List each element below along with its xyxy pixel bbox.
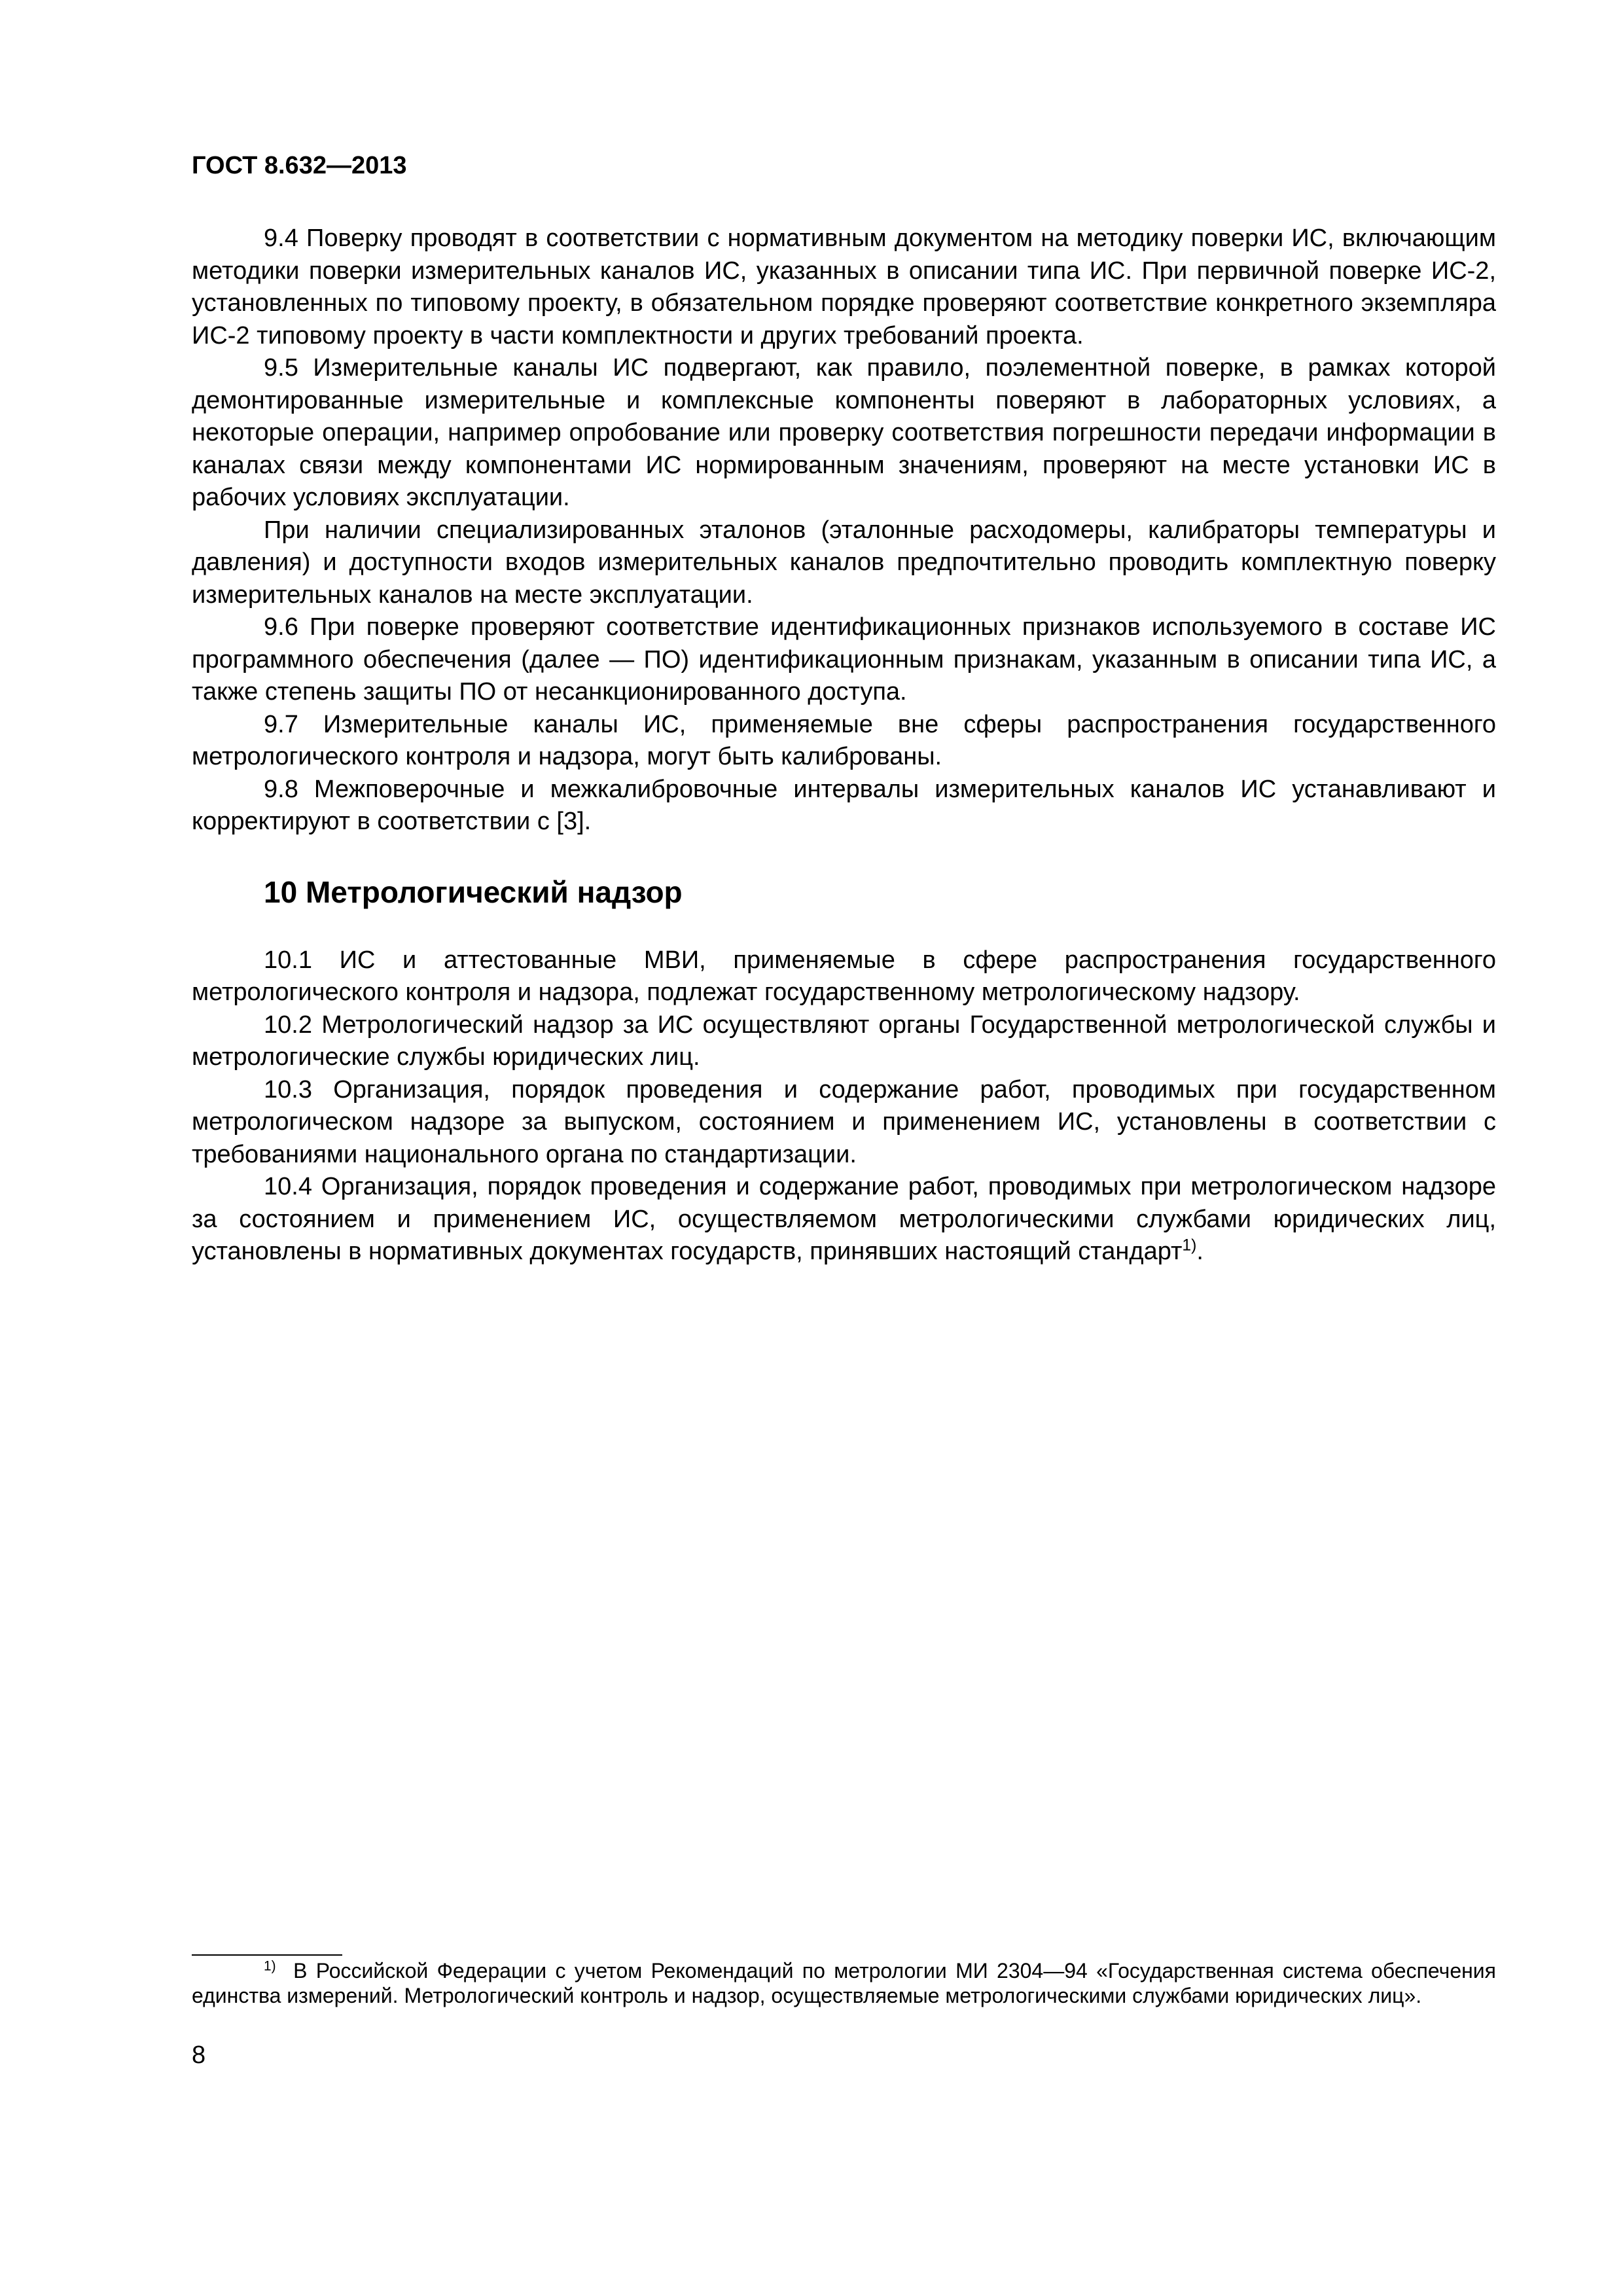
footnote-paragraph [192, 1958, 1496, 2008]
page-number: 8 [192, 2041, 206, 2069]
document-code-header: ГОСТ 8.632—2013 [192, 152, 407, 179]
paragraph-9-8: 9.8 Межповерочные и межкалибровочные интервалы измерительных каналов ИС устанавливают и корректируют в соответствии с [3]. [192, 775, 1496, 835]
footnote-separator [192, 1954, 342, 1956]
paragraph-10-2: 10.2 Метрологический надзор за ИС осуществляют органы Государственной метрологической службы и метрологические службы юридических лиц. [192, 1011, 1496, 1071]
paragraph-10-3: 10.3 Организация, порядок проведения и содержание работ, проводимых при государственном метрологическом надзоре за выпуском, состоянием и применением ИС, установлены в соответствии с требованиями национального органа по стандартизации. [192, 1075, 1496, 1168]
paragraph-9-7: 9.7 Измерительные каналы ИС, применяемые вне сферы распространения государственного метрологического контроля и надзора, могут быть калиброваны. [192, 710, 1496, 770]
paragraph-9-4: 9.4 Поверку проводят в соответствии с нормативным документом на методику поверки ИС, включающим методики поверки измерительных каналов ИС, указанных в описании типа ИС. При первичной поверке ИС-2, установленных по типовому проекту, в обязательном порядке проверяют соответствие конкретного экземпляра ИС-2 типовому проекту в части комплектности и других требований проекта. [192, 224, 1496, 350]
paragraph-10-1: 10.1 ИС и аттестованные МВИ, применяемые в сфере распространения государственного метрологического контроля и надзора, подлежат государственному метрологическому надзору. [192, 946, 1496, 1006]
footnote-marker: 1) [264, 1958, 276, 1974]
paragraph-10-4-text: 10.4 Организация, порядок проведения и содержание работ, проводимых при метрологическом надзоре за состоянием и применением ИС, осуществляемом метрологическими службами юридических лиц, установлены в нормативных документах государств, принявших настоящий стандарт [192, 1173, 1496, 1265]
paragraph-10-4-end: . [1196, 1238, 1204, 1265]
paragraph-9-6: 9.6 При поверке проверяют соответствие идентификационных признаков используемого в составе ИС программного обеспечения (далее — ПО) идентификационным признакам, указанным в описании типа ИС, а также степень защиты ПО от несанкционированного доступа. [192, 613, 1496, 706]
paragraph-9-5-continued: При наличии специализированных эталонов (эталонные расходомеры, калибраторы температуры и давления) и доступности входов измерительных каналов предпочтительно проводить комплектную поверку измерительных каналов на месте эксплуатации. [192, 516, 1496, 609]
paragraph-10-4 [192, 1171, 1496, 1268]
footnote [192, 1958, 1496, 2008]
footnote-text: В Российской Федерации с учетом Рекомендаций по метрологии МИ 2304—94 «Государственная система обеспечения единства измерений. Метрологический контроль и надзор, осуществляемые метрологическими службами юридических лиц». [192, 1959, 1497, 2007]
body-text [192, 223, 1496, 1268]
footnote-reference[interactable]: 1) [1182, 1236, 1197, 1255]
section-heading: 10 Метрологический надзор [264, 874, 683, 909]
paragraph-9-5: 9.5 Измерительные каналы ИС подвергают, как правило, поэлементной поверке, в рамках которой демонтированные измерительные и комплексные компоненты поверяют в лабораторных условиях, а некоторые операции, например опробование или проверку соответствия погрешности передачи информации в каналах связи между компонентами ИС нормированным значениям, проверяют на месте установки ИС в рабочих условиях эксплуатации. [192, 354, 1496, 511]
